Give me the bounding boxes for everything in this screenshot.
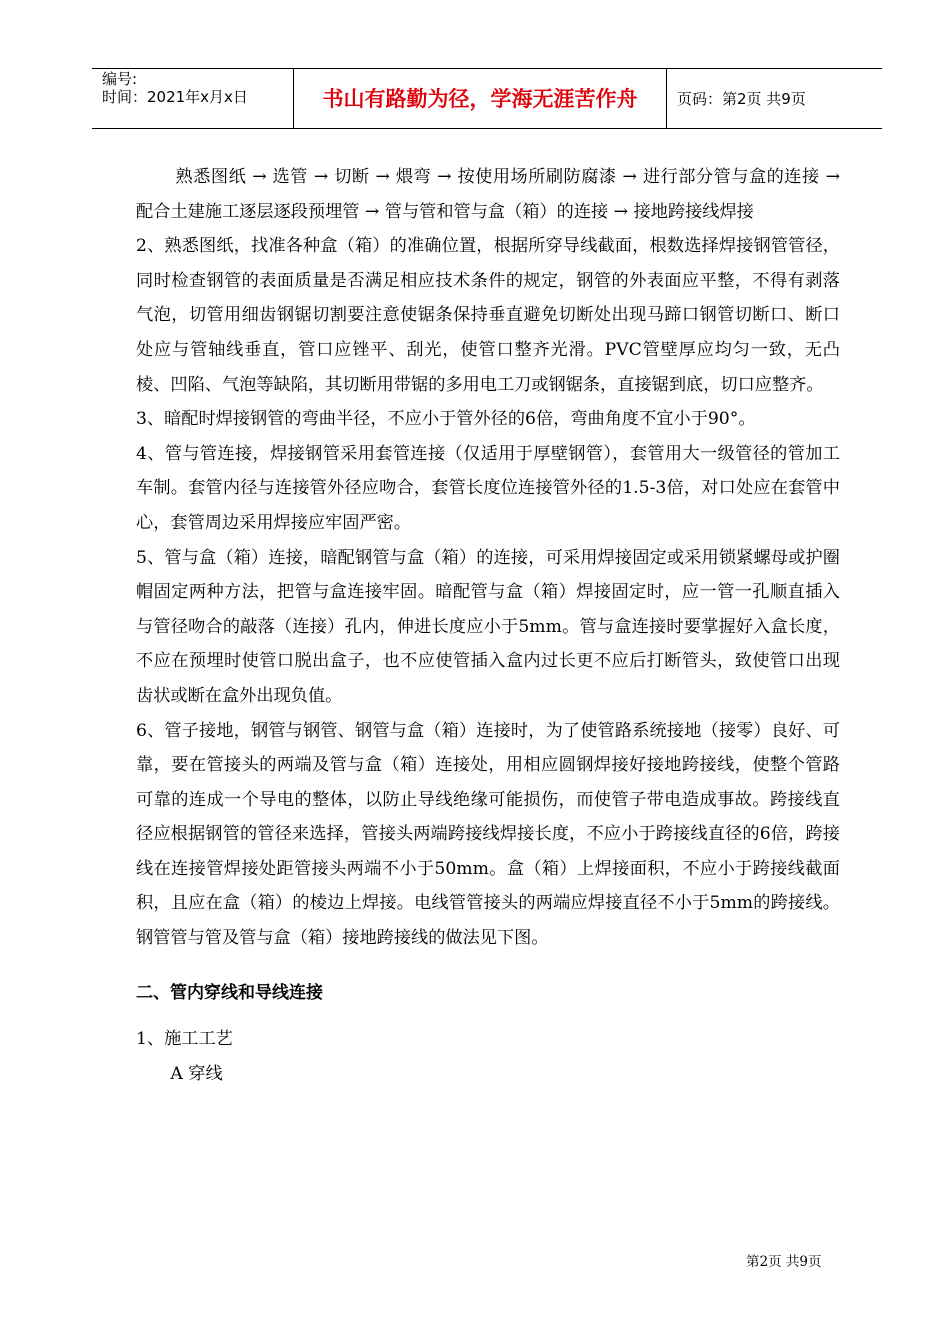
footer-page-number: 第2页 共9页: [746, 1254, 822, 1270]
paragraph-5: 5、管与盒（箱）连接，暗配钢管与盒（箱）的连接，可采用焊接固定或采用锁紧螺母或护圈帽固定两种方法，把管与盒连接牢固。暗配管与盒（箱）焊接固定时，应一管一孔顺直插入与管径吻合的敲落（连接）孔内，伸进长度应小于5mm。管与盒连接时要掌握好入盒长度，不应在预埋时使管口脱出盒子，也不应使管插入盒内过长更不应后打断管头，致使管口出现齿状或断在盒外出现负值。: [136, 547, 840, 706]
paragraph-3: 3、暗配时焊接钢管的弯曲半径，不应小于管外径的6倍，弯曲角度不宜小于90°。: [136, 409, 756, 430]
document-body: [136, 160, 840, 1091]
header-motto: 书山有路勤为径，学海无涯苦作舟: [322, 87, 638, 111]
header-divider-2: [666, 68, 667, 128]
code-label: 编号:: [102, 70, 138, 88]
paragraph-6: 6、管子接地，钢管与钢管、钢管与盒（箱）连接时，为了使管路系统接地（接零）良好、可靠，要在管接头的两端及管与盒（箱）连接处，用相应圆钢焊接好接地跨接线，使整个管路可靠的连成一个导电的整体，以防止导线绝缘可能损伤，而使管子带电造成事故。跨接线直径应根据钢管的管径来选择，管接头两端跨接线焊接长度，不应小于跨接线直径的6倍，跨接线在连接管焊接处距管接头两端不小于50mm。盒（箱）上焊接面积，不应小于跨接线截面积，且应在盒（箱）的棱边上焊接。电线管管接头的两端应焊接直径不小于5mm的跨接线。钢管管与管及管与盒（箱）接地跨接线的做法见下图。: [136, 720, 840, 949]
time-label: 时间：2021年x月x日: [102, 88, 248, 106]
header-page-number: 页码：第2页 共9页: [677, 89, 806, 108]
paragraph-4: 4、管与管连接，焊接钢管采用套管连接（仅适用于厚壁钢管），套管用大一级管径的管加工车制。套管内径与连接管外径应吻合，套管长度位连接管外径的1.5-3倍，对口处应在套管中心，套管周边采用焊接应牢固严密。: [136, 443, 840, 533]
header-bottom-rule: [92, 128, 882, 129]
process-flow-paragraph: 熟悉图纸 → 选管 → 切断 → 煨弯 → 按使用场所刷防腐漆 → 进行部分管与盒的连接 → 配合土建施工逐层逐段预埋管 → 管与管和管与盒（箱）的连接 → 接地跨接线焊接: [136, 167, 840, 222]
paragraph-2: 2、熟悉图纸，找准各种盒（箱）的准确位置，根据所穿导线截面，根数选择焊接钢管管径，同时检查钢管的表面质量是否满足相应技术条件的规定，钢管的外表面应平整，不得有剥落气泡，切管用细齿钢锯切割要注意使锯条保持垂直避免切断处出现马蹄口钢管切断口、断口处应与管轴线垂直，管口应锉平、刮光，使管口整齐光滑。PVC管壁厚应均匀一致，无凸棱、凹陷、气泡等缺陷，其切断用带锯的多用电工刀或钢锯条，直接锯到底，切口应整齐。: [136, 236, 840, 395]
item-threading: A 穿线: [170, 1063, 223, 1084]
header-meta: [102, 70, 248, 106]
section-heading: 二、管内穿线和导线连接: [136, 982, 323, 1003]
item-construction-process: 1、施工工艺: [136, 1029, 233, 1050]
